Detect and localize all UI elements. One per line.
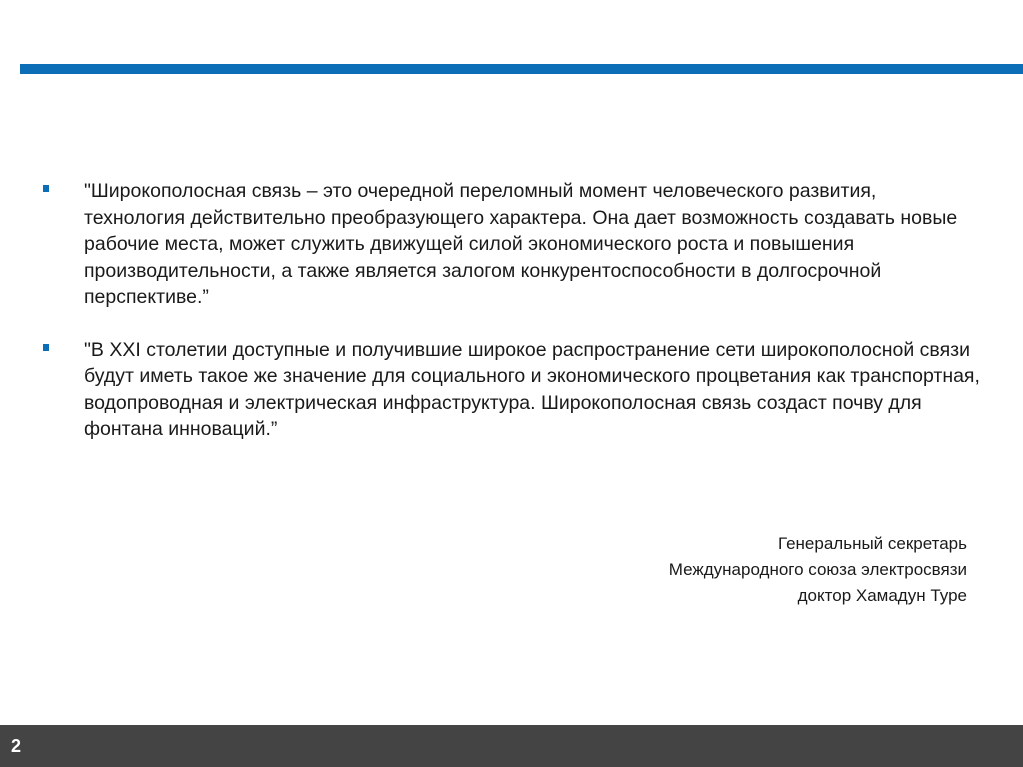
quote-list bbox=[42, 178, 982, 469]
quote-text: "Широкополосная связь – это очередной переломный момент человеческого развития, технология действительно преобразующего характера. Она дает возможность создавать новые рабочие места, может служить движущей силой экономического роста и повышения производительности, а также является залогом конкурентоспособности в долгосрочной перспективе.” bbox=[84, 180, 958, 308]
square-bullet-icon bbox=[43, 185, 49, 192]
footer-bar bbox=[0, 725, 1023, 767]
quote-text: "В XXI столетии доступные и получившие широкое распространение сети широкополосной связи будут иметь такое же значение для социального и экономического процветания как транспортная, водопроводная и электрическая инфраструктура. Широкополосная связь создаст почву для фонтана инноваций.” bbox=[84, 338, 980, 440]
quote-item bbox=[42, 337, 982, 443]
attribution-organization: Международного союза электросвязи bbox=[668, 560, 967, 579]
attribution-name: доктор Хамадун Туре bbox=[797, 586, 967, 605]
quote-item bbox=[42, 178, 982, 311]
square-bullet-icon bbox=[43, 344, 49, 351]
attribution-title: Генеральный секретарь bbox=[778, 534, 967, 553]
quote-attribution bbox=[669, 531, 967, 609]
top-accent-bar bbox=[20, 64, 1023, 74]
page-number: 2 bbox=[11, 736, 22, 756]
